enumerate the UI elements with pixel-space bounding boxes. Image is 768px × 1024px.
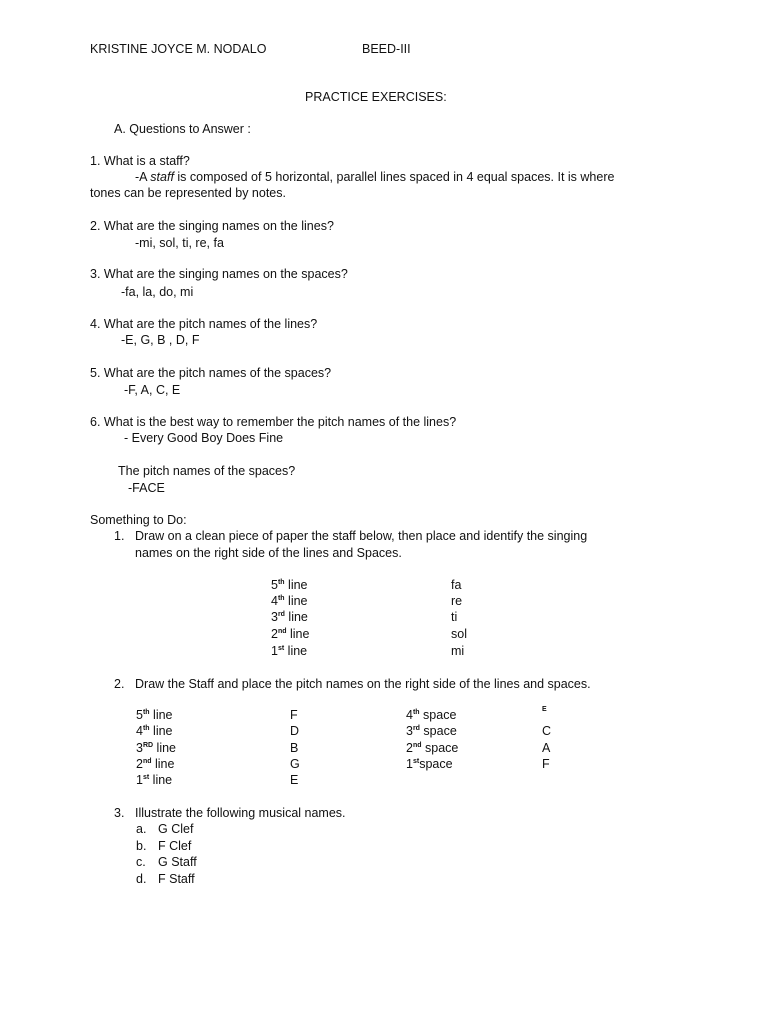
pitch-line-value: B bbox=[290, 741, 299, 755]
answer-6b: -FACE bbox=[128, 481, 165, 495]
answer-6: - Every Good Boy Does Fine bbox=[124, 431, 284, 445]
pitch-line-value: D bbox=[290, 724, 300, 738]
singing-line-value: sol bbox=[451, 627, 467, 641]
answer-3: -fa, la, do, mi bbox=[121, 285, 194, 299]
singing-line-label: 1st line bbox=[271, 644, 308, 658]
answer-1: -A staff is composed of 5 horizontal, parallel lines spaced in 4 equal spaces. It is where bbox=[135, 170, 615, 184]
pitch-space-value: E bbox=[542, 706, 547, 713]
pitch-line-label: 4th line bbox=[136, 724, 173, 738]
answer-5: -F, A, C, E bbox=[124, 383, 181, 397]
singing-line-label: 3rd line bbox=[271, 610, 308, 624]
list-item: F Clef bbox=[158, 839, 192, 853]
singing-line-value: ti bbox=[451, 610, 458, 624]
pitch-line-value: G bbox=[290, 757, 300, 771]
pitch-space-label: 1stspace bbox=[406, 757, 453, 771]
pitch-space-value: F bbox=[542, 757, 550, 771]
list-item-letter: d. bbox=[136, 872, 147, 886]
todo-3-number: 3. bbox=[114, 806, 125, 820]
question-6: 6. What is the best way to remember the pitch names of the lines? bbox=[90, 415, 457, 429]
singing-line-value: fa bbox=[451, 578, 462, 592]
todo-1-text-line-2: names on the right side of the lines and Spaces. bbox=[135, 546, 402, 560]
todo-3-text: Illustrate the following musical names. bbox=[135, 806, 346, 820]
pitch-space-label: 2nd space bbox=[406, 741, 459, 755]
list-item-letter: a. bbox=[136, 822, 147, 836]
singing-line-label: 5th line bbox=[271, 578, 308, 592]
pitch-line-label: 2nd line bbox=[136, 757, 175, 771]
pitch-line-value: E bbox=[290, 773, 299, 787]
singing-line-value: re bbox=[451, 594, 463, 608]
question-2: 2. What are the singing names on the lines? bbox=[90, 219, 334, 233]
list-item: F Staff bbox=[158, 872, 195, 886]
section-a-heading: A. Questions to Answer : bbox=[114, 122, 251, 136]
pitch-line-label: 5th line bbox=[136, 708, 173, 722]
pitch-line-label: 3RD line bbox=[136, 741, 177, 755]
pitch-space-value: C bbox=[542, 724, 552, 738]
todo-1-number: 1. bbox=[114, 529, 125, 543]
something-to-do-heading: Something to Do: bbox=[90, 513, 187, 527]
list-item: G Clef bbox=[158, 822, 194, 836]
todo-1-text: Draw on a clean piece of paper the staff below, then place and identify the singing bbox=[135, 529, 588, 543]
question-4: 4. What are the pitch names of the lines? bbox=[90, 317, 318, 331]
answer-4: -E, G, B , D, F bbox=[121, 333, 200, 347]
student-name: KRISTINE JOYCE M. NODALO bbox=[90, 42, 267, 56]
pitch-space-label: 3rd space bbox=[406, 724, 457, 738]
course-label: BEED-III bbox=[362, 42, 411, 56]
todo-2-text: Draw the Staff and place the pitch names on the right side of the lines and spaces. bbox=[135, 677, 591, 691]
answer-2: -mi, sol, ti, re, fa bbox=[135, 236, 224, 250]
singing-line-label: 4th line bbox=[271, 594, 308, 608]
page-title: PRACTICE EXERCISES: bbox=[305, 90, 447, 104]
list-item-letter: b. bbox=[136, 839, 147, 853]
pitch-line-value: F bbox=[290, 708, 298, 722]
list-item-letter: c. bbox=[136, 855, 146, 869]
singing-line-label: 2nd line bbox=[271, 627, 310, 641]
question-6b: The pitch names of the spaces? bbox=[118, 464, 296, 478]
question-5: 5. What are the pitch names of the spaces? bbox=[90, 366, 332, 380]
pitch-space-value: A bbox=[542, 741, 551, 755]
list-item: G Staff bbox=[158, 855, 197, 869]
question-1: 1. What is a staff? bbox=[90, 154, 190, 168]
answer-1-line-2: tones can be represented by notes. bbox=[90, 186, 286, 200]
singing-line-value: mi bbox=[451, 644, 465, 658]
question-3: 3. What are the singing names on the spaces? bbox=[90, 267, 348, 281]
pitch-space-label: 4th space bbox=[406, 708, 457, 722]
pitch-line-label: 1st line bbox=[136, 773, 173, 787]
todo-2-number: 2. bbox=[114, 677, 125, 691]
